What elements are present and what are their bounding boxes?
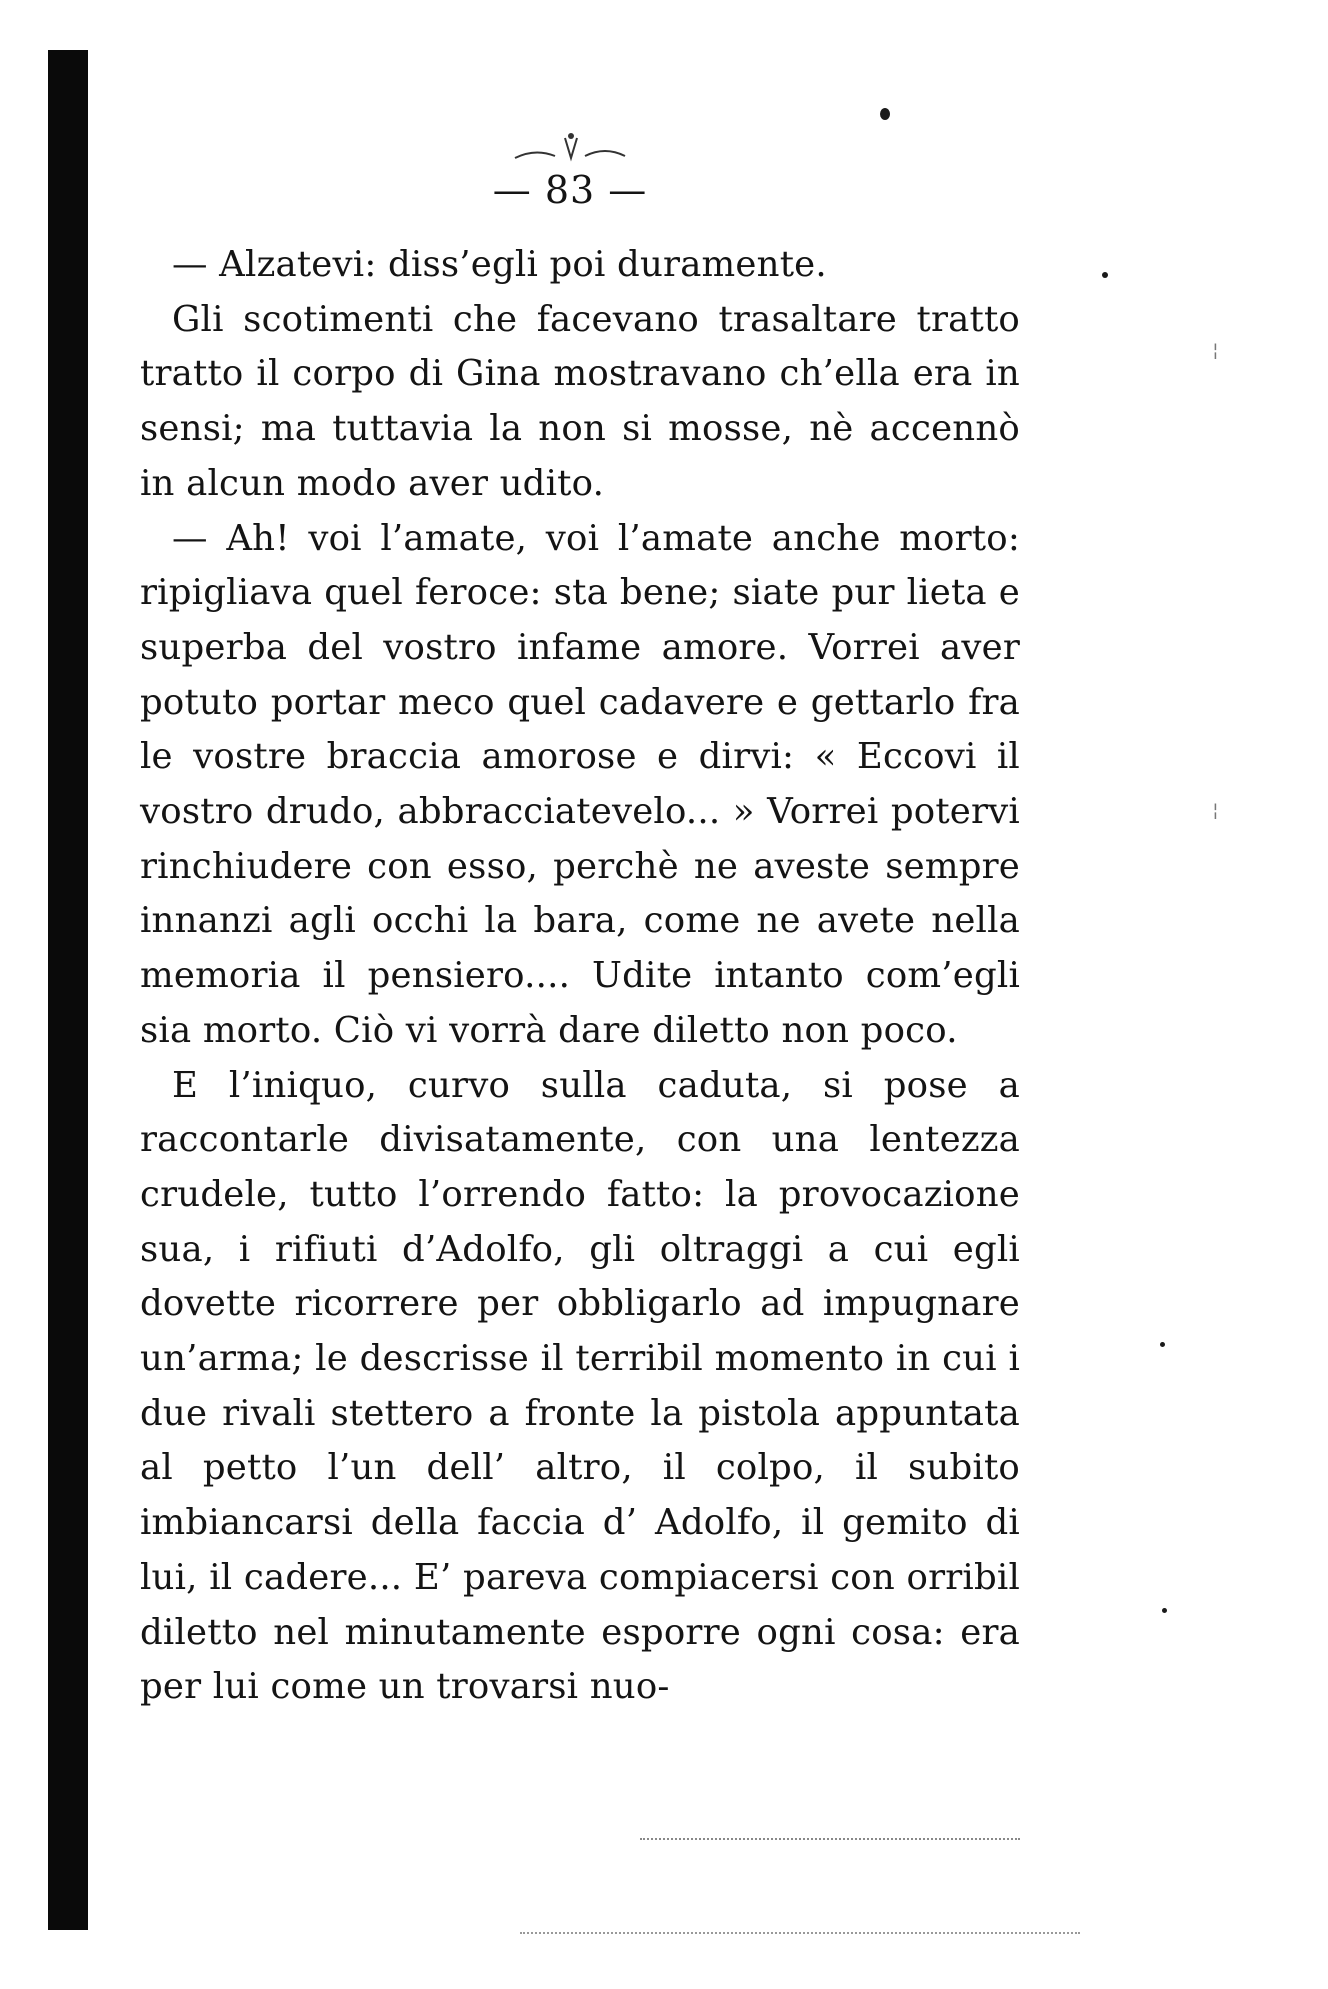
ink-speck [880,108,890,120]
scan-noise [520,1932,1080,1940]
margin-mark-icon: ¦ [1210,800,1221,821]
ornament-icon [505,128,635,168]
ink-speck [1160,1342,1165,1347]
book-spine-shadow [48,50,88,1930]
page-text [140,238,1020,1715]
paragraph: Gli scotimenti che facevano trasaltare tratto tratto il corpo di Gina mostravano ch’ella era in sensi; ma tuttavia la non si mosse, nè accennò in alcun modo aver udito. [140,298,1020,504]
ink-speck [1162,1608,1167,1613]
margin-mark-icon: ¦ [1210,340,1221,361]
paragraph: E l’iniquo, curvo sulla caduta, si pose a raccontarle divisatamente, con una lentezza crudele, tutto l’orrendo fatto: la provocazione sua, i rifiuti d’Adolfo, gli oltraggi a cui egli dovette ricorrere per obbligarlo ad impugnare un’arma; le descrisse il terribil momento in cui i due rivali stettero a fronte la pistola appuntata al petto l’un dell’ altro, il colpo, il subito imbiancarsi della faccia d’ Adolfo, il gemito di lui, il cadere... E’ pareva compiacersi con orribil diletto nel minutamente esporre ogni cosa: era per lui come un trovarsi nuo- [140,1064,1020,1708]
ink-speck [1102,272,1108,278]
scan-noise [640,1838,1020,1852]
paragraph: — Ah! voi l’amate, voi l’amate anche morto: ripigliava quel feroce: sta bene; siate pur lieta e superba del vostro infame amore. Vorrei aver potuto portar meco quel cadavere e gettarlo fra le vostre braccia amorose e dirvi: « Eccovi il vostro drudo, abbracciatevelo... » Vorrei potervi rinchiudere con esso, perchè ne aveste sempre innanzi agli occhi la bara, come ne avete nella memoria il pensiero.... Udite intanto com’egli sia morto. Ciò vi vorrà dare diletto non poco. [140,517,1020,1051]
paragraph: — Alzatevi: diss’egli poi duramente. [172,244,827,285]
page-number: — 83 — [492,168,648,212]
